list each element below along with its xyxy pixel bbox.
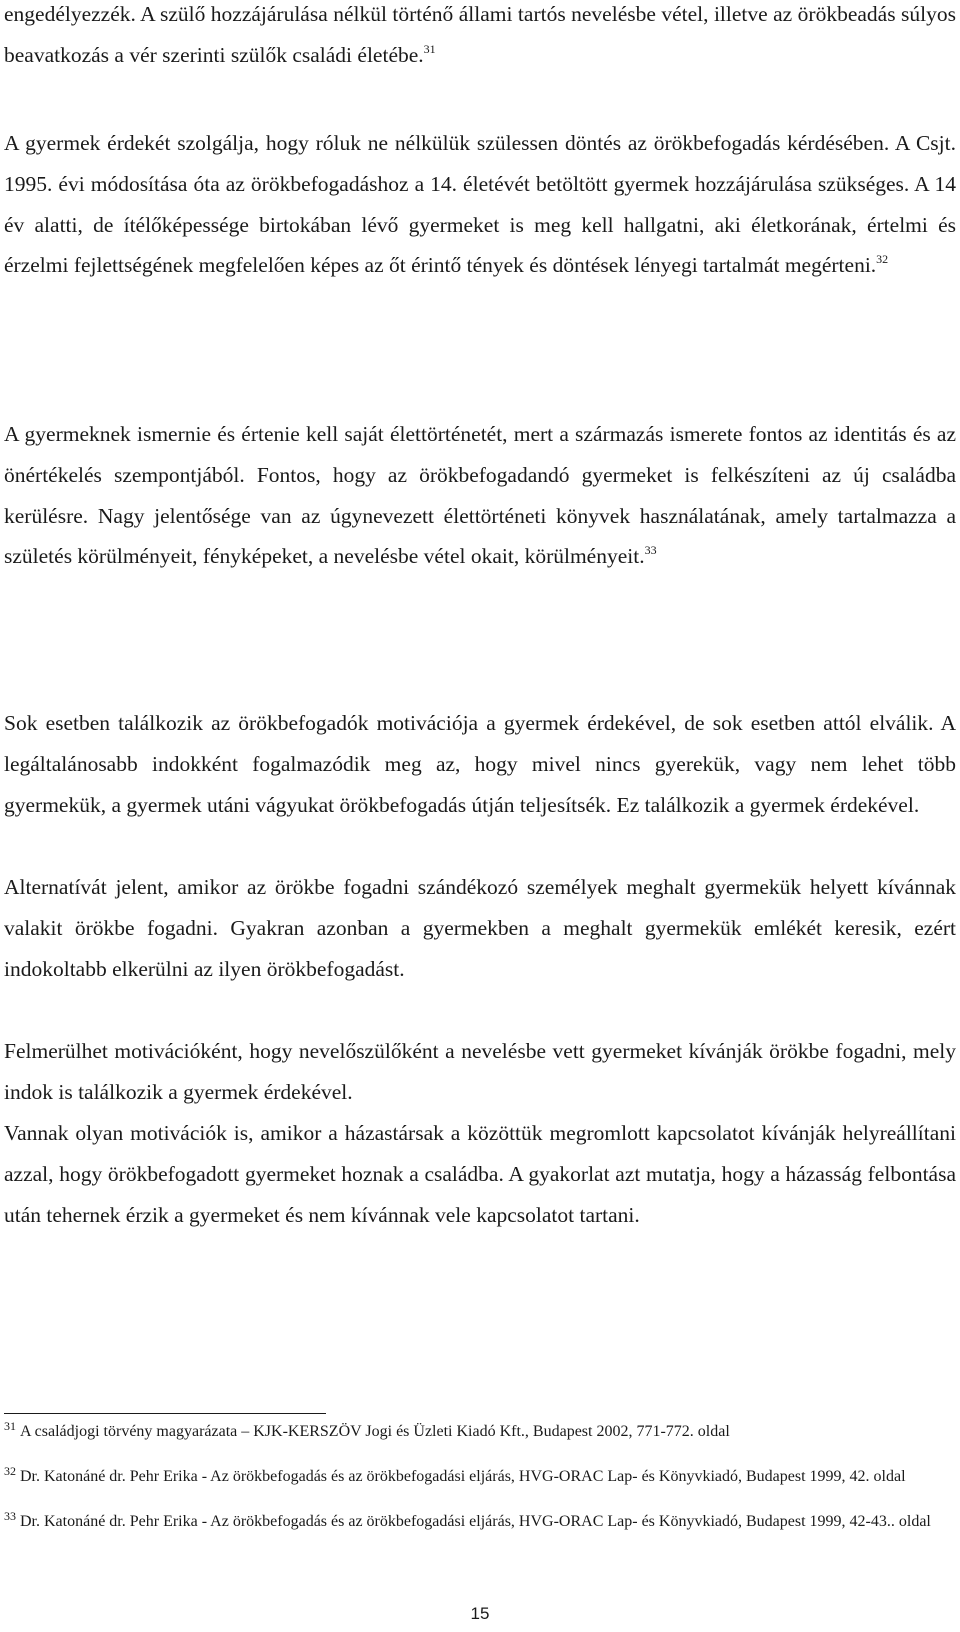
paragraph-5-text: Alternatívát jelent, amikor az örökbe fogadni szándékozó személyek meghalt gyermekük helyett kívánnak valakit örökbe fogadni. Gyakran azonban a gyermekben a meghalt gyermekük emlékét keresik, ezért indokoltabb elkerülni az ilyen örökbefogadást.: [4, 875, 956, 981]
footnote-31-number: 31: [4, 1419, 16, 1433]
paragraph-4-text: Sok esetben találkozik az örökbefogadók motivációja a gyermek érdekével, de sok esetben attól elválik. A legáltalánosabb indokként fogalmazódik meg az, hogy mivel nincs gyerekük, vagy nem lehet több gyermekük, a gyermek utáni vágyukat örökbefogadás útján teljesítsék. Ez találkozik a gyermek érdekével.: [4, 711, 956, 817]
page-number: 15: [470, 1604, 490, 1623]
paragraph-4: [4, 703, 956, 825]
paragraph-7: [4, 1113, 956, 1235]
footnote-separator: [4, 1413, 326, 1414]
paragraph-5: [4, 867, 956, 989]
paragraph-3: [4, 414, 956, 577]
paragraph-7-text: Vannak olyan motivációk is, amikor a házastársak a közöttük megromlott kapcsolatot kívánják helyreállítani azzal, hogy örökbefogadott gyermeket hoznak a családba. A gyakorlat azt mutatja, hogy a házasság felbontása után tehernek érzik a gyermeket és nem kívánnak vele kapcsolatot tartani.: [4, 1121, 956, 1227]
paragraph-1-text: engedélyezzék. A szülő hozzájárulása nélkül történő állami tartós nevelésbe vétel, illetve az örökbeadás súlyos beavatkozás a vér szerinti szülők családi életébe.: [4, 2, 956, 67]
footnote-ref-33[interactable]: 33: [644, 543, 657, 558]
footnote-32: [4, 1464, 956, 1488]
paragraph-2-text: A gyermek érdekét szolgálja, hogy róluk ne nélkülük szülessen döntés az örökbefogadás kérdésében. A Csjt. 1995. évi módosítása óta az örökbefogadáshoz a 14. életévét betöltött gyermek hozzájárulása szükséges. A 14 év alatti, de ítélőképessége birtokában lévő gyermeket is meg kell hallgatni, aki életkorának, értelmi és érzelmi fejlettségének megfelelően képes az őt érintő tények és döntések lényegi tartalmát megérteni.: [4, 131, 956, 278]
footnote-33-number: 33: [4, 1509, 16, 1523]
footnote-ref-31[interactable]: 31: [423, 41, 436, 56]
footnote-33-text: Dr. Katonáné dr. Pehr Erika - Az örökbefogadás és az örökbefogadási eljárás, HVG-ORAC Lap- és Könyvkiadó, Budapest 1999, 42-43.. oldal: [20, 1513, 931, 1530]
footnote-32-number: 32: [4, 1464, 16, 1478]
footnote-ref-32[interactable]: 32: [876, 252, 889, 267]
footnote-31-text: A családjogi törvény magyarázata – KJK-KERSZÖV Jogi és Üzleti Kiadó Kft., Budapest 2002, 771-772. oldal: [20, 1423, 730, 1440]
footnote-31: [4, 1419, 956, 1443]
paragraph-1: [4, 0, 956, 76]
footnote-32-text: Dr. Katonáné dr. Pehr Erika - Az örökbefogadás és az örökbefogadási eljárás, HVG-ORAC Lap- és Könyvkiadó, Budapest 1999, 42. oldal: [20, 1468, 906, 1485]
paragraph-2: [4, 123, 956, 286]
paragraph-6: [4, 1031, 956, 1113]
footnote-33: [4, 1509, 956, 1533]
paragraph-6-text: Felmerülhet motivációként, hogy nevelőszülőként a nevelésbe vett gyermeket kívánják örökbe fogadni, mely indok is találkozik a gyermek érdekével.: [4, 1039, 956, 1104]
paragraph-3-text: A gyermeknek ismernie és értenie kell saját élettörténetét, mert a származás ismerete fontos az identitás és az önértékelés szempontjából. Fontos, hogy az örökbefogadandó gyermeket is felkészíteni az új családba kerülésre. Nagy jelentősége van az úgynevezett élettörténeti könyvek használatának, amely tartalmazza a születés körülményeit, fényképeket, a nevelésbe vétel okait, körülményeit.: [4, 422, 956, 569]
